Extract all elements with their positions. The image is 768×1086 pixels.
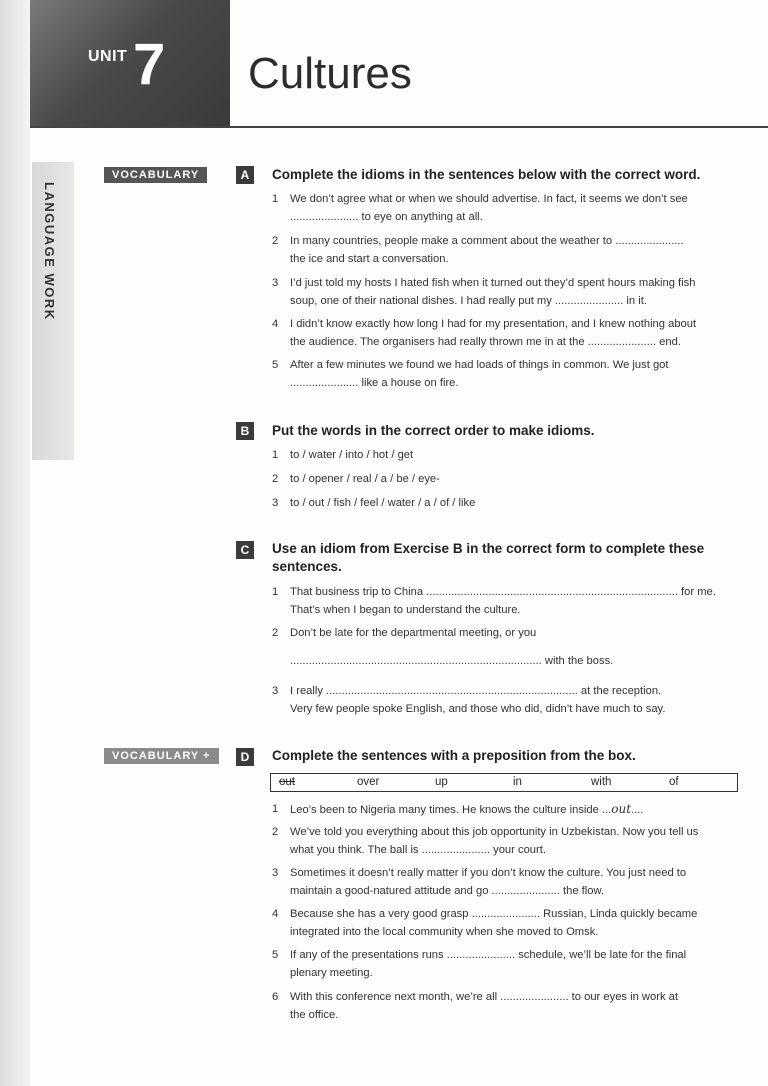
- item-number: 6: [272, 991, 279, 1003]
- exercise-d-item-2: [272, 823, 742, 859]
- item-line-1: We’ve told you everything about this job opportunity in Uzbekistan. Now you tell us: [290, 826, 699, 838]
- exercise-a-item-1: [272, 190, 742, 226]
- exercise-c-item-1: [272, 583, 742, 619]
- item-number: 4: [272, 908, 279, 920]
- handwritten-answer: out: [611, 802, 632, 816]
- unit-header-box: [30, 0, 230, 127]
- item-line-2: what you think. The ball is ...................... your court.: [290, 844, 546, 856]
- item-line-2: soup, one of their national dishes. I had really put my ...................... in it.: [290, 295, 647, 307]
- item-line-1: We don’t agree what or when we should advertise. In fact, it seems we don’t see: [290, 193, 688, 205]
- item-line-2: That’s when I began to understand the culture.: [290, 604, 521, 616]
- item-text-after: ....: [631, 804, 644, 816]
- exercise-a-letter: A: [236, 166, 254, 184]
- exercise-a-item-2: [272, 232, 742, 268]
- item-number: 5: [272, 359, 279, 371]
- item-line-2: ................................................................................. with the boss.: [290, 655, 614, 667]
- exercise-a-title: Complete the idioms in the sentences below with the correct word.: [272, 167, 701, 182]
- box-word: over: [357, 776, 380, 788]
- item-line-2: the ice and start a conversation.: [290, 253, 449, 265]
- item-line-2: Very few people spoke English, and those who did, didn’t have much to say.: [290, 703, 666, 715]
- exercise-b-item-2: [272, 470, 742, 488]
- exercise-a-item-3: [272, 274, 742, 310]
- exercise-d-item-4: [272, 905, 742, 941]
- exercise-b-item-1: [272, 446, 742, 464]
- box-word: with: [591, 776, 612, 788]
- exercise-b-item-3: [272, 494, 742, 512]
- item-number: 1: [272, 449, 279, 461]
- item-line-2: maintain a good-natured attitude and go ...................... the flow.: [290, 885, 605, 897]
- item-line-2: plenary meeting.: [290, 967, 373, 979]
- header-rule: [30, 126, 768, 128]
- item-line-1: Sometimes it doesn’t really matter if you don’t know the culture. You just need to: [290, 867, 687, 879]
- box-word: out: [279, 776, 295, 788]
- item-line-1: In many countries, people make a comment about the weather to ......................: [290, 235, 684, 247]
- unit-word: UNIT: [88, 48, 128, 65]
- item-number: 1: [272, 193, 279, 205]
- item-line-1: If any of the presentations runs ...................... schedule, we’ll be late for the final: [290, 949, 687, 961]
- exercise-a-item-5: [272, 356, 742, 392]
- item-line-2: the office.: [290, 1009, 339, 1021]
- item-line-2: ...................... to eye on anything at all.: [290, 211, 483, 223]
- exercise-c-letter: C: [236, 541, 254, 559]
- exercise-d-letter: D: [236, 748, 254, 766]
- box-word: up: [435, 776, 448, 788]
- item-line-1: Don’t be late for the departmental meeting, or you: [290, 627, 537, 639]
- item-line-1: I didn’t know exactly how long I had for my presentation, and I knew nothing about: [290, 318, 697, 330]
- item-line-1: I really ................................................................................. at the reception.: [290, 685, 662, 697]
- box-word: in: [513, 776, 522, 788]
- item-line-1: That business trip to China ................................................................................. for me.: [290, 586, 716, 598]
- item-number: 2: [272, 473, 279, 485]
- item-text-before: Leo’s been to Nigeria many times. He knows the culture inside ...: [290, 804, 612, 816]
- item-number: 2: [272, 627, 279, 639]
- item-number: 2: [272, 235, 279, 247]
- item-text: to / water / into / hot / get: [290, 449, 414, 461]
- page-left-edge: [0, 0, 30, 1086]
- exercise-d-title: Complete the sentences with a preposition from the box.: [272, 748, 636, 763]
- item-line-2: ...................... like a house on fire.: [290, 377, 459, 389]
- exercise-b-title: Put the words in the correct order to make idioms.: [272, 423, 595, 438]
- item-line-1: After a few minutes we found we had loads of things in common. We just got: [290, 359, 669, 371]
- item-number: 3: [272, 685, 279, 697]
- exercise-d-item-1: [272, 800, 742, 819]
- exercise-c-title-line-1: Use an idiom from Exercise B in the correct form to complete these: [272, 541, 705, 556]
- box-word: of: [669, 776, 679, 788]
- exercise-c-title: [272, 540, 732, 576]
- item-number: 2: [272, 826, 279, 838]
- item-line-2: the audience. The organisers had really thrown me in at the ...................... end.: [290, 336, 681, 348]
- unit-number: 7: [133, 32, 166, 97]
- page-title: Cultures: [248, 49, 412, 98]
- item-text: to / out / fish / feel / water / a / of / like: [290, 497, 476, 509]
- item-number: 1: [272, 586, 279, 598]
- item-number: 3: [272, 867, 279, 879]
- exercise-d-item-3: [272, 864, 742, 900]
- exercise-b-letter: B: [236, 422, 254, 440]
- vocabulary-plus-label: VOCABULARY +: [104, 748, 219, 764]
- item-text: to / opener / real / a / be / eye-: [290, 473, 440, 485]
- item-number: 5: [272, 949, 279, 961]
- item-line-1: With this conference next month, we’re all ...................... to our eyes in work at: [290, 991, 678, 1003]
- item-line-2: integrated into the local community when she moved to Omsk.: [290, 926, 599, 938]
- item-number: 3: [272, 277, 279, 289]
- item-number: 4: [272, 318, 279, 330]
- exercise-a-item-4: [272, 315, 742, 351]
- side-label: LANGUAGE WORK: [42, 182, 57, 321]
- preposition-word-box: [270, 773, 738, 792]
- exercise-c-item-2: [272, 624, 742, 670]
- exercise-d-item-5: [272, 946, 742, 982]
- item-line-1: [272, 800, 742, 819]
- exercise-c-title-line-2: sentences.: [272, 559, 342, 574]
- item-line-1: Because she has a very good grasp ...................... Russian, Linda quickly became: [290, 908, 698, 920]
- vocabulary-label: VOCABULARY: [104, 167, 207, 183]
- exercise-d-item-6: [272, 988, 742, 1024]
- item-number: 3: [272, 497, 279, 509]
- exercise-c-item-3: [272, 682, 742, 718]
- item-number: 1: [272, 803, 279, 815]
- item-line-1: I’d just told my hosts I hated fish when it turned out they’d spent hours making fish: [290, 277, 696, 289]
